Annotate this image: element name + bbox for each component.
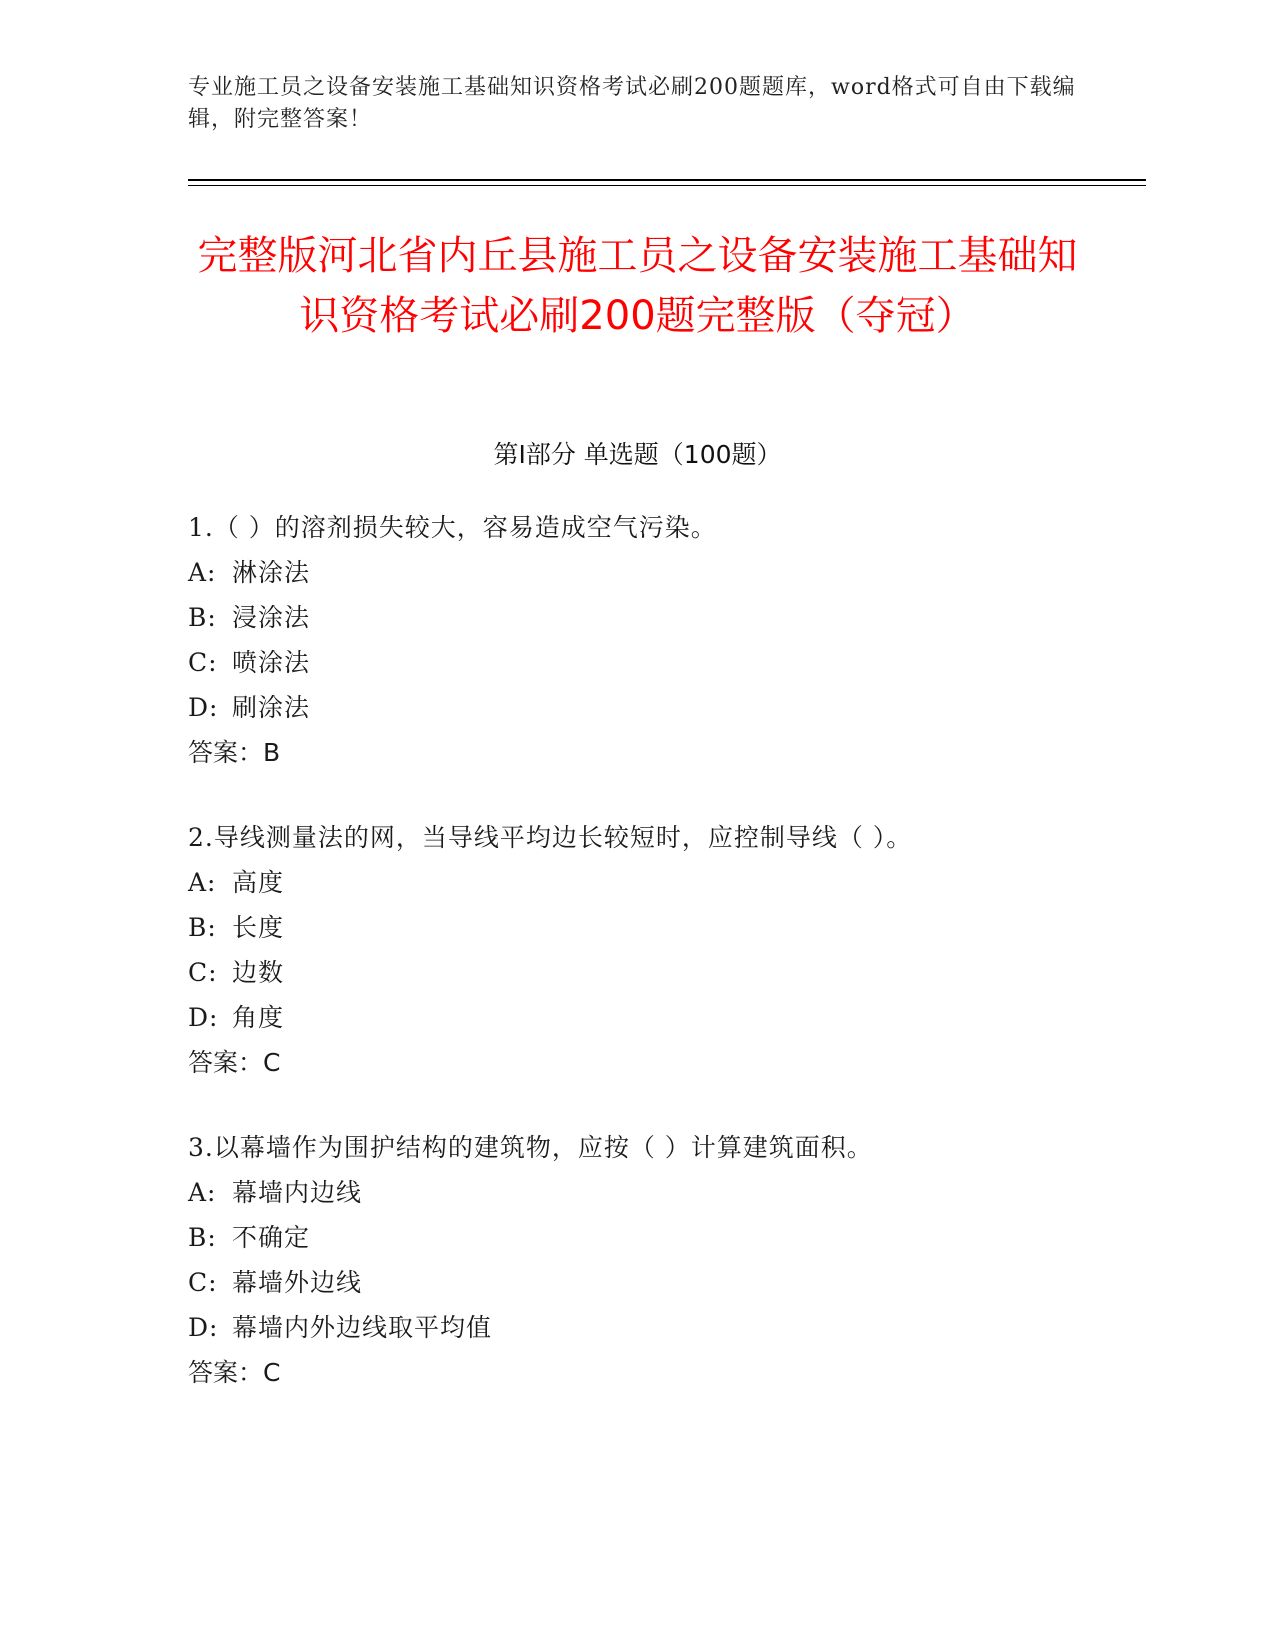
option-b xyxy=(188,1215,1148,1260)
option-b xyxy=(188,905,1148,950)
option-b xyxy=(188,595,1148,640)
option-key: A: xyxy=(188,868,217,897)
question-2 xyxy=(188,815,1148,1085)
option-text: 刷涂法 xyxy=(232,693,311,722)
option-d xyxy=(188,685,1148,730)
header-rule-thin xyxy=(188,185,1146,186)
header-note: 专业施工员之设备安装施工基础知识资格考试必刷200题题库，word格式可自由下载编辑，附完整答案！ xyxy=(188,75,1076,132)
question-1 xyxy=(188,505,1148,775)
option-d xyxy=(188,1305,1148,1350)
option-text: 淋涂法 xyxy=(232,558,311,587)
option-key: C: xyxy=(188,1268,218,1297)
option-c xyxy=(188,1260,1148,1305)
answer: 答案：B xyxy=(188,738,281,767)
option-key: B: xyxy=(188,913,217,942)
section-title: 第Ⅰ部分 单选题（100题） xyxy=(493,440,782,469)
option-key: D: xyxy=(188,693,219,722)
option-key: C: xyxy=(188,958,218,987)
option-key: A: xyxy=(188,558,217,587)
answer: 答案：C xyxy=(188,1358,281,1387)
question-stem: 2.导线测量法的网，当导线平均边长较短时，应控制导线（ ）。 xyxy=(188,823,913,852)
option-text: 浸涂法 xyxy=(232,603,311,632)
option-key: A: xyxy=(188,1178,217,1207)
option-text: 喷涂法 xyxy=(232,648,311,677)
option-key: D: xyxy=(188,1313,219,1342)
document-title: 完整版河北省内丘县施工员之设备安装施工基础知识资格考试必刷200题完整版（夺冠） xyxy=(197,233,1078,339)
option-text: 幕墙内外边线取平均值 xyxy=(232,1313,493,1342)
answer: 答案：C xyxy=(188,1048,281,1077)
option-text: 幕墙外边线 xyxy=(232,1268,363,1297)
option-text: 边数 xyxy=(232,958,285,987)
option-a xyxy=(188,550,1148,595)
option-c xyxy=(188,950,1148,995)
option-c xyxy=(188,640,1148,685)
option-a xyxy=(188,1170,1148,1215)
question-stem: 1.（ ）的溶剂损失较大，容易造成空气污染。 xyxy=(188,513,717,542)
option-text: 不确定 xyxy=(232,1223,311,1252)
option-text: 长度 xyxy=(232,913,285,942)
option-text: 幕墙内边线 xyxy=(232,1178,363,1207)
header-rule-thick xyxy=(188,179,1146,181)
option-a xyxy=(188,860,1148,905)
option-key: B: xyxy=(188,1223,217,1252)
option-d xyxy=(188,995,1148,1040)
option-text: 角度 xyxy=(232,1003,285,1032)
option-text: 高度 xyxy=(232,868,285,897)
question-3 xyxy=(188,1125,1148,1395)
option-key: B: xyxy=(188,603,217,632)
option-key: C: xyxy=(188,648,218,677)
question-stem: 3.以幕墙作为围护结构的建筑物，应按（ ）计算建筑面积。 xyxy=(188,1133,873,1162)
option-key: D: xyxy=(188,1003,219,1032)
